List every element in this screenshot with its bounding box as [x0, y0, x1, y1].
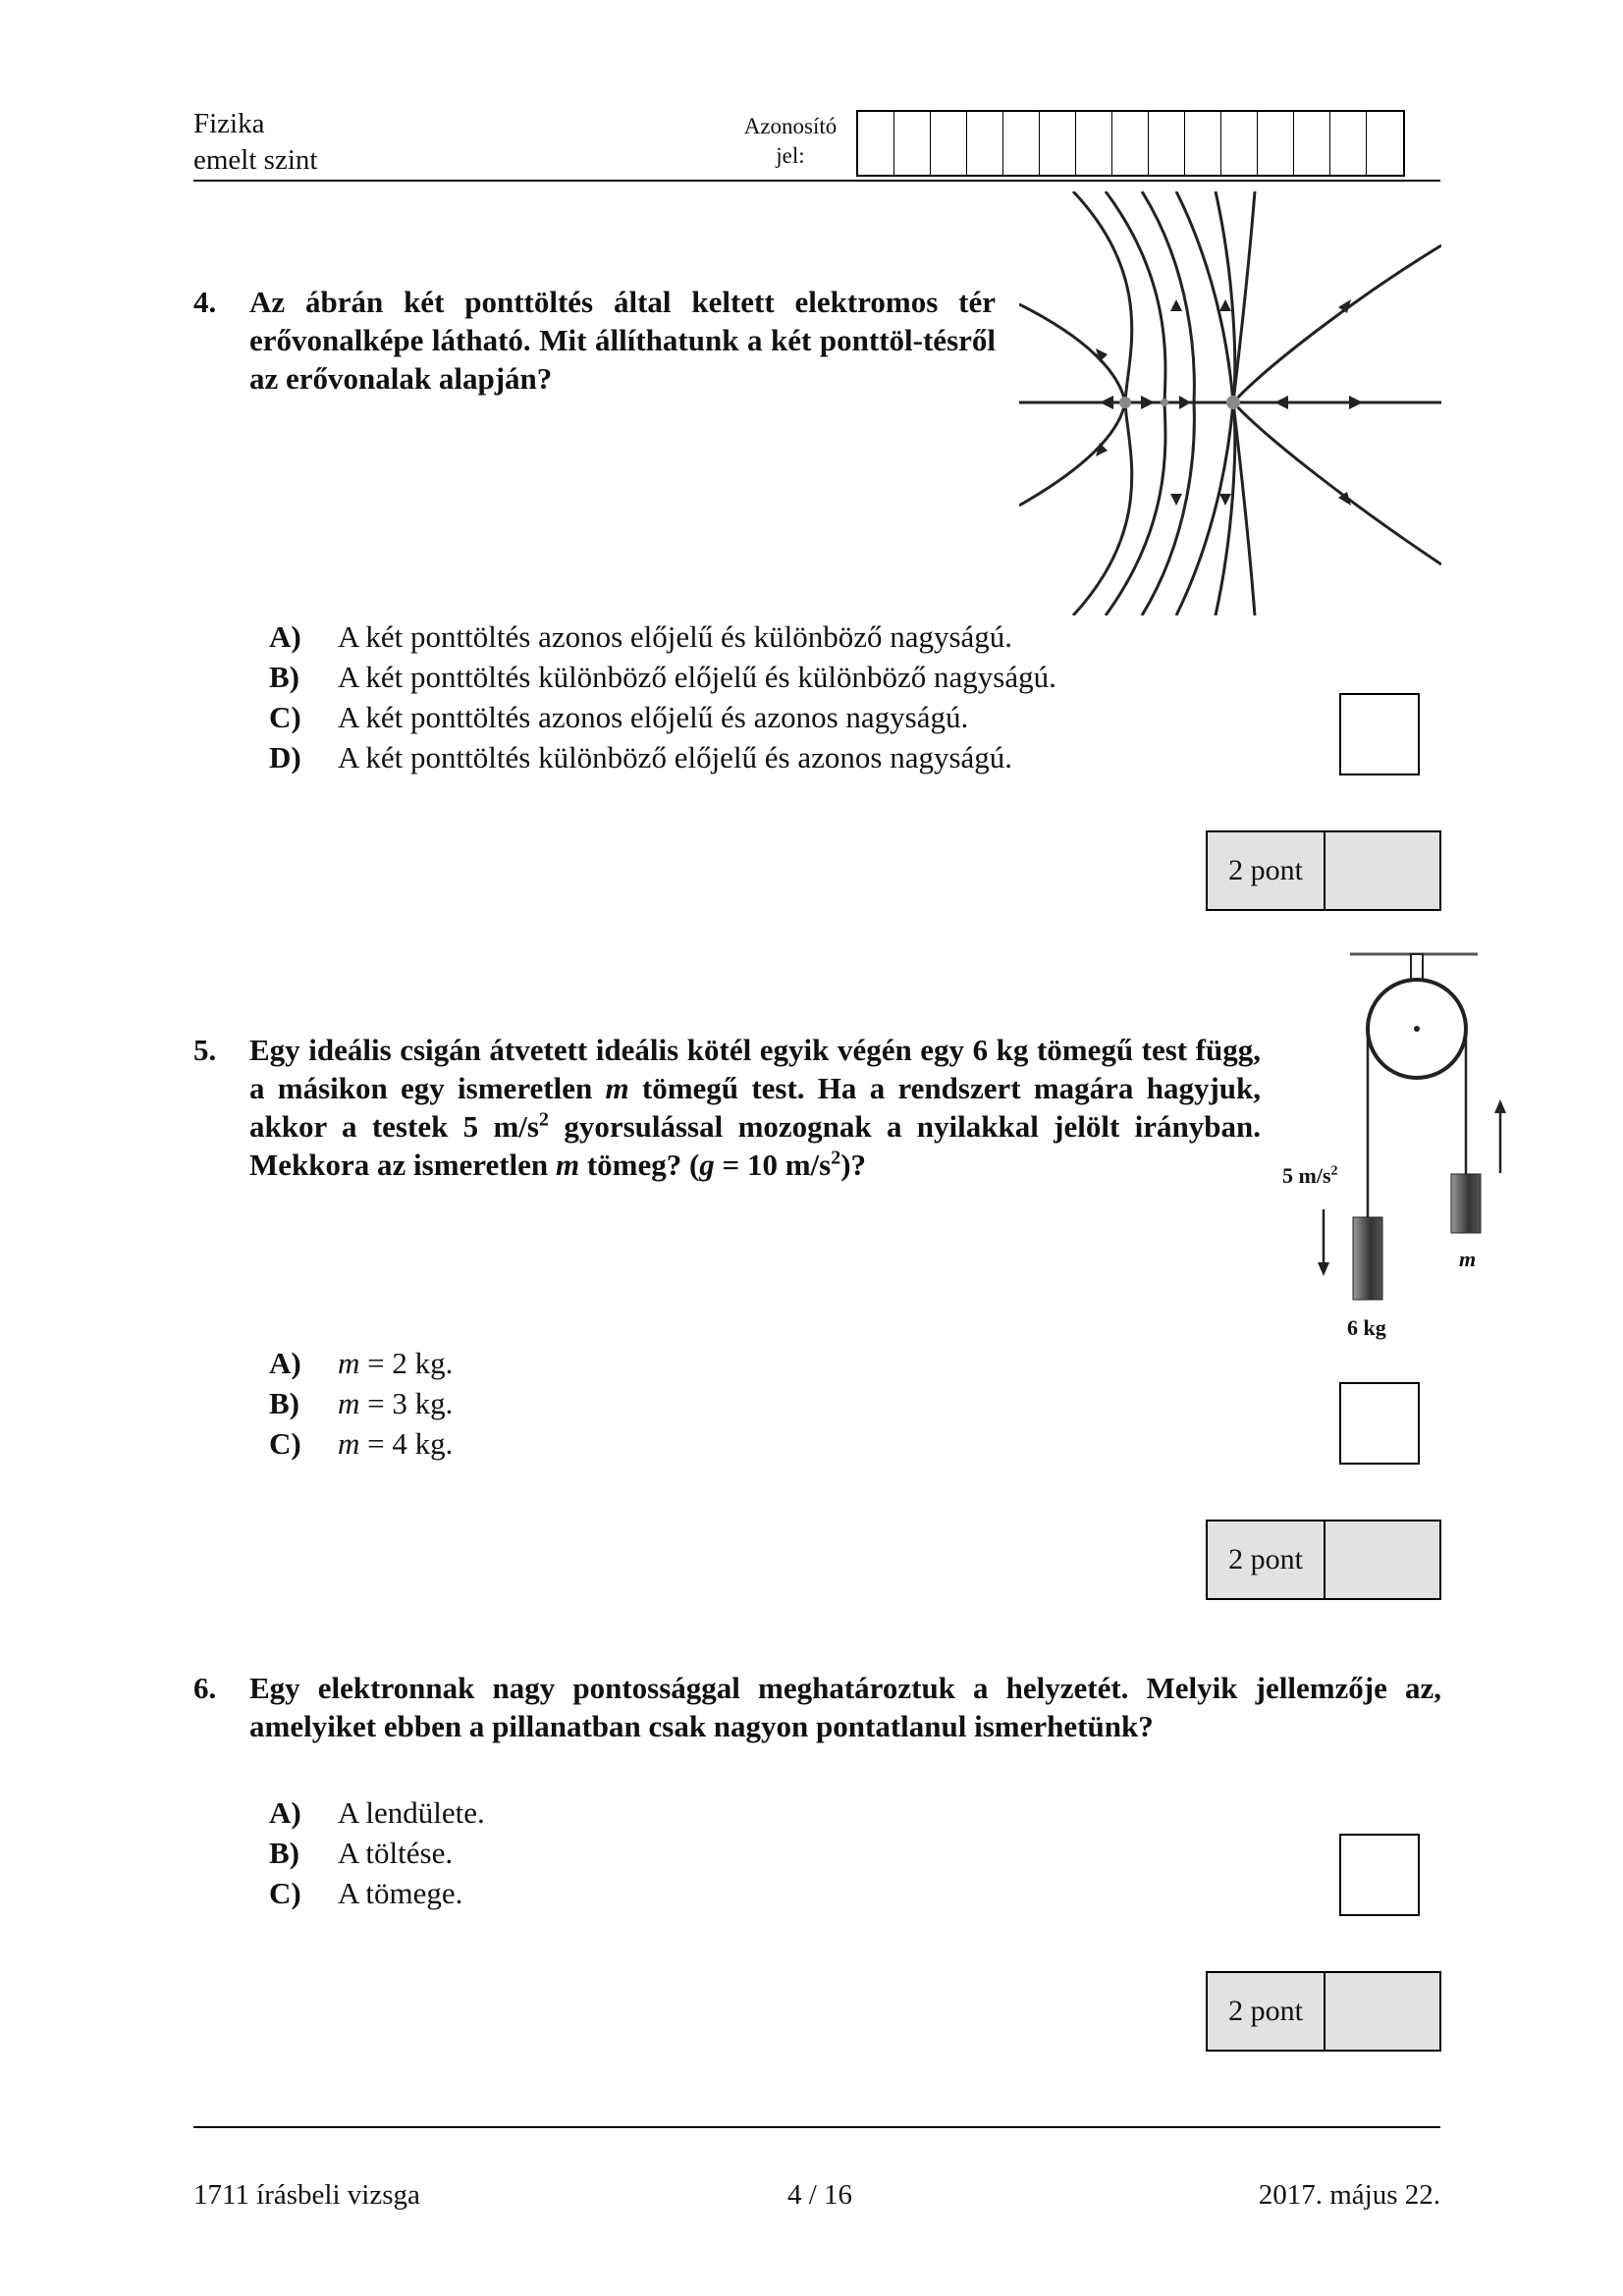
- id-label-line1: Azonosító: [743, 114, 838, 138]
- option-label: B): [269, 1386, 299, 1420]
- id-cell[interactable]: [1076, 112, 1112, 175]
- question-6-answer-box[interactable]: [1339, 1834, 1420, 1916]
- option-label: A): [269, 1346, 301, 1380]
- question-4-option-b: [269, 657, 1056, 697]
- question-5-answer-box[interactable]: [1339, 1382, 1420, 1465]
- option-label: C): [269, 700, 301, 734]
- question-5-option-c: [269, 1423, 453, 1464]
- pulley-figure: [1276, 942, 1512, 1335]
- text-part: tömegű test. Ha a rendszert magára hagyjuk, akkor a testek 5 m/s: [249, 1071, 1261, 1144]
- field-lines-figure: [1019, 191, 1441, 615]
- question-4-text: Az ábrán két ponttöltés által keltett elektromos tér erővonalképe látható. Mit állíthatunk a két ponttöl-tésről az erővonalak alapján?: [249, 285, 996, 396]
- id-cell[interactable]: [1040, 112, 1076, 175]
- question-6-score-box[interactable]: [1206, 1971, 1441, 2052]
- id-cell[interactable]: [1149, 112, 1185, 175]
- var-m: m: [605, 1071, 629, 1105]
- footer-rule: [193, 2126, 1440, 2128]
- mass-m-label: m: [1459, 1247, 1477, 1271]
- exam-code: 1711 írásbeli vizsga: [193, 2179, 420, 2211]
- text-part: )?: [840, 1148, 867, 1182]
- id-cell[interactable]: [858, 112, 894, 175]
- question-5-text: [249, 1031, 1261, 1184]
- var-g: g: [699, 1148, 715, 1182]
- score-label: 2 pont: [1208, 1973, 1325, 2050]
- option-text: A két ponttöltés azonos előjelű és különböző nagyságú.: [338, 619, 1013, 654]
- option-label: D): [269, 740, 301, 774]
- option-label: B): [269, 660, 299, 694]
- question-5-score-box[interactable]: [1206, 1520, 1441, 1600]
- exponent: 2: [831, 1147, 841, 1169]
- accel-exponent: 2: [1330, 1163, 1338, 1179]
- id-cell[interactable]: [931, 112, 967, 175]
- option-var: m: [338, 1346, 360, 1380]
- option-var: m: [338, 1386, 360, 1420]
- question-4-answer-box[interactable]: [1339, 693, 1420, 775]
- option-label: B): [269, 1836, 299, 1870]
- question-6-number: 6.: [193, 1671, 217, 1705]
- page-number: 4 / 16: [786, 2179, 853, 2211]
- option-text: = 3 kg.: [359, 1386, 454, 1420]
- option-label: C): [269, 1876, 301, 1910]
- exponent: 2: [538, 1108, 549, 1131]
- question-4-option-c: [269, 697, 968, 737]
- score-label: 2 pont: [1208, 832, 1325, 909]
- exam-date: 2017. május 22.: [1258, 2179, 1440, 2211]
- var-m: m: [555, 1148, 580, 1182]
- option-text: A két ponttöltés különböző előjelű és különböző nagyságú.: [338, 660, 1056, 694]
- level-title: emelt szint: [193, 144, 318, 176]
- score-value-field[interactable]: [1325, 832, 1439, 909]
- question-5-number: 5.: [193, 1033, 217, 1067]
- option-text: A tömege.: [338, 1876, 463, 1910]
- option-label: A): [269, 1795, 301, 1830]
- question-5-option-b: [269, 1383, 453, 1423]
- id-cell[interactable]: [1112, 112, 1149, 175]
- question-6-option-a: [269, 1792, 485, 1833]
- mass-6kg-label: 6 kg: [1347, 1315, 1386, 1340]
- text-part: tömeg? (: [579, 1148, 700, 1182]
- id-cell[interactable]: [1294, 112, 1330, 175]
- score-label: 2 pont: [1208, 1522, 1325, 1598]
- option-text: = 4 kg.: [359, 1426, 454, 1461]
- question-4-number: 4.: [193, 285, 217, 319]
- text-part: = 10 m/s: [714, 1148, 832, 1182]
- option-text: A lendülete.: [338, 1795, 485, 1830]
- text-part: Egy ideális csigán átvetett ideális kötél egyik végén egy 6 kg tömegű test függ, a másikon egy ismeretlen: [249, 1033, 1261, 1105]
- option-text: A töltése.: [338, 1836, 454, 1870]
- question-4-option-a: [269, 616, 1012, 657]
- id-cell[interactable]: [1367, 112, 1403, 175]
- id-cell[interactable]: [894, 112, 931, 175]
- option-text: A két ponttöltés különböző előjelű és azonos nagyságú.: [338, 740, 1013, 774]
- id-cell[interactable]: [1221, 112, 1258, 175]
- question-6-option-c: [269, 1873, 462, 1913]
- accel-text: 5 m/s: [1282, 1163, 1331, 1188]
- id-cell[interactable]: [1330, 112, 1367, 175]
- option-text: A két ponttöltés azonos előjelű és azonos nagyságú.: [338, 700, 969, 734]
- header-rule: [193, 180, 1440, 182]
- id-cell[interactable]: [1003, 112, 1040, 175]
- question-4-option-d: [269, 737, 1012, 777]
- question-5-option-a: [269, 1343, 453, 1383]
- id-cell[interactable]: [1258, 112, 1294, 175]
- id-cell[interactable]: [967, 112, 1003, 175]
- id-label-line2: jel:: [776, 143, 805, 168]
- option-var: m: [338, 1426, 360, 1461]
- acceleration-label: [1282, 1163, 1338, 1189]
- subject-title: Fizika: [193, 108, 265, 139]
- option-label: C): [269, 1426, 301, 1461]
- option-text: = 2 kg.: [359, 1346, 454, 1380]
- identifier-boxes[interactable]: [856, 110, 1405, 177]
- option-label: A): [269, 619, 301, 654]
- question-6-option-b: [269, 1833, 453, 1873]
- score-value-field[interactable]: [1325, 1973, 1439, 2050]
- score-value-field[interactable]: [1325, 1522, 1439, 1598]
- id-cell[interactable]: [1185, 112, 1221, 175]
- question-6-text: Egy elektronnak nagy pontossággal meghatároztuk a helyzetét. Melyik jellemzője az, amelyiket ebben a pillanatban csak nagyon pontatlanul ismerhetünk?: [249, 1671, 1441, 1743]
- question-4-score-box[interactable]: [1206, 830, 1441, 911]
- text-part: gyorsulással mozognak a nyilakkal jelölt irányban. Mekkora az ismeretlen: [249, 1109, 1261, 1182]
